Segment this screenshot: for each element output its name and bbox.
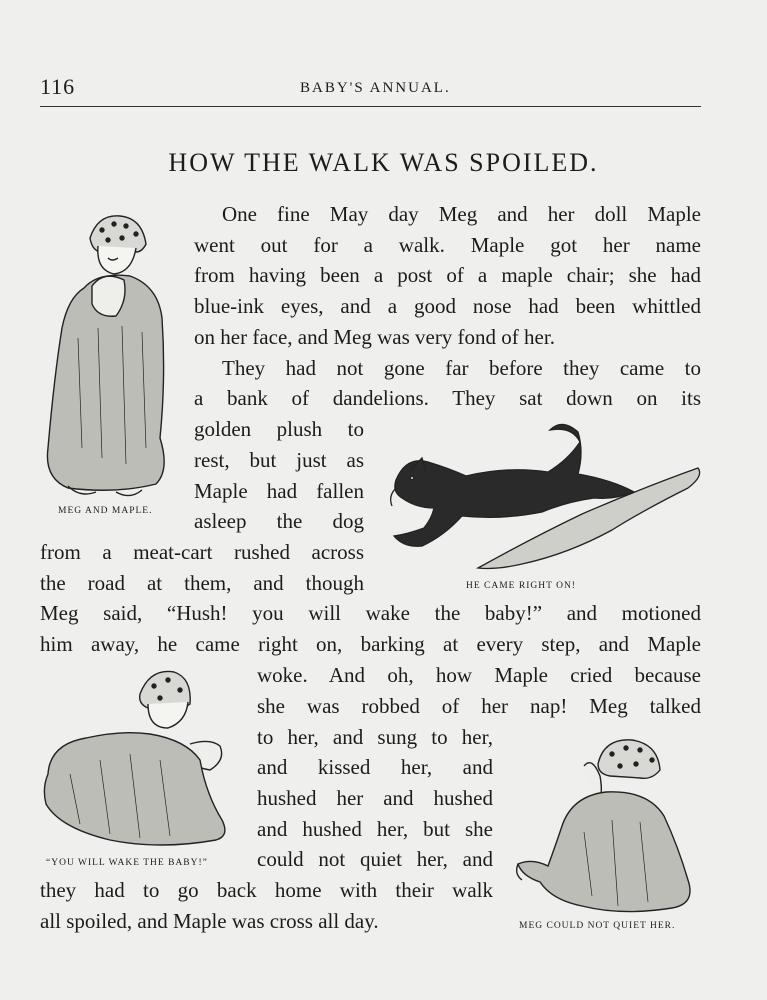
meg-and-maple-illustration bbox=[38, 208, 178, 500]
text-line: woke. And oh, how Maple cried because bbox=[257, 663, 701, 687]
text-line: and hushed her, but she bbox=[257, 817, 493, 841]
text-line: Meg said, “Hush! you will wake the baby!” and motioned bbox=[40, 601, 701, 625]
text-line: golden plush to bbox=[194, 417, 364, 441]
text-line: from having been a post of a maple chair; she had bbox=[194, 263, 701, 287]
caption-meg-and-maple: MEG AND MAPLE. bbox=[58, 506, 153, 516]
text-line: she was robbed of her nap! Meg talked bbox=[257, 694, 701, 718]
text-line: from a meat-cart rushed across bbox=[40, 540, 364, 564]
text-line: on her face, and Meg was very fond of her. bbox=[194, 325, 555, 349]
text-line: One fine May day Meg and her doll Maple bbox=[222, 202, 701, 226]
text-line: asleep the dog bbox=[194, 509, 364, 533]
text-line: all spoiled, and Maple was cross all day. bbox=[40, 909, 379, 933]
text-line: and kissed her, and bbox=[257, 755, 493, 779]
text-line: hushed her and hushed bbox=[257, 786, 493, 810]
page-number: 116 bbox=[40, 74, 76, 99]
text-line: him away, he came right on, barking at every step, and Maple bbox=[40, 632, 701, 656]
meg-crawling-illustration bbox=[40, 664, 240, 852]
story-title: HOW THE WALK WAS SPOILED. bbox=[168, 148, 599, 177]
text-line: blue-ink eyes, and a good nose had been whittled bbox=[194, 294, 701, 318]
text-line: they had to go back home with their walk bbox=[40, 878, 493, 902]
running-dog-illustration bbox=[382, 418, 704, 576]
text-line: rest, but just as bbox=[194, 448, 364, 472]
caption-could-not-quiet: MEG COULD NOT QUIET HER. bbox=[519, 921, 676, 931]
running-title: BABY'S ANNUAL. bbox=[300, 80, 451, 96]
text-line: Maple had fallen bbox=[194, 479, 364, 503]
text-line: a bank of dandelions. They sat down on its bbox=[194, 386, 701, 410]
text-line: to her, and sung to her, bbox=[257, 725, 493, 749]
text-line: went out for a walk. Maple got her name bbox=[194, 233, 701, 257]
text-line: the road at them, and though bbox=[40, 571, 364, 595]
caption-wake-the-baby: “YOU WILL WAKE THE BABY!” bbox=[46, 858, 208, 868]
text-line: They had not gone far before they came to bbox=[222, 356, 701, 380]
caption-he-came-right-on: HE CAME RIGHT ON! bbox=[466, 581, 576, 591]
text-line: could not quiet her, and bbox=[257, 847, 493, 871]
meg-sitting-illustration bbox=[512, 736, 702, 916]
header-rule bbox=[40, 106, 701, 107]
